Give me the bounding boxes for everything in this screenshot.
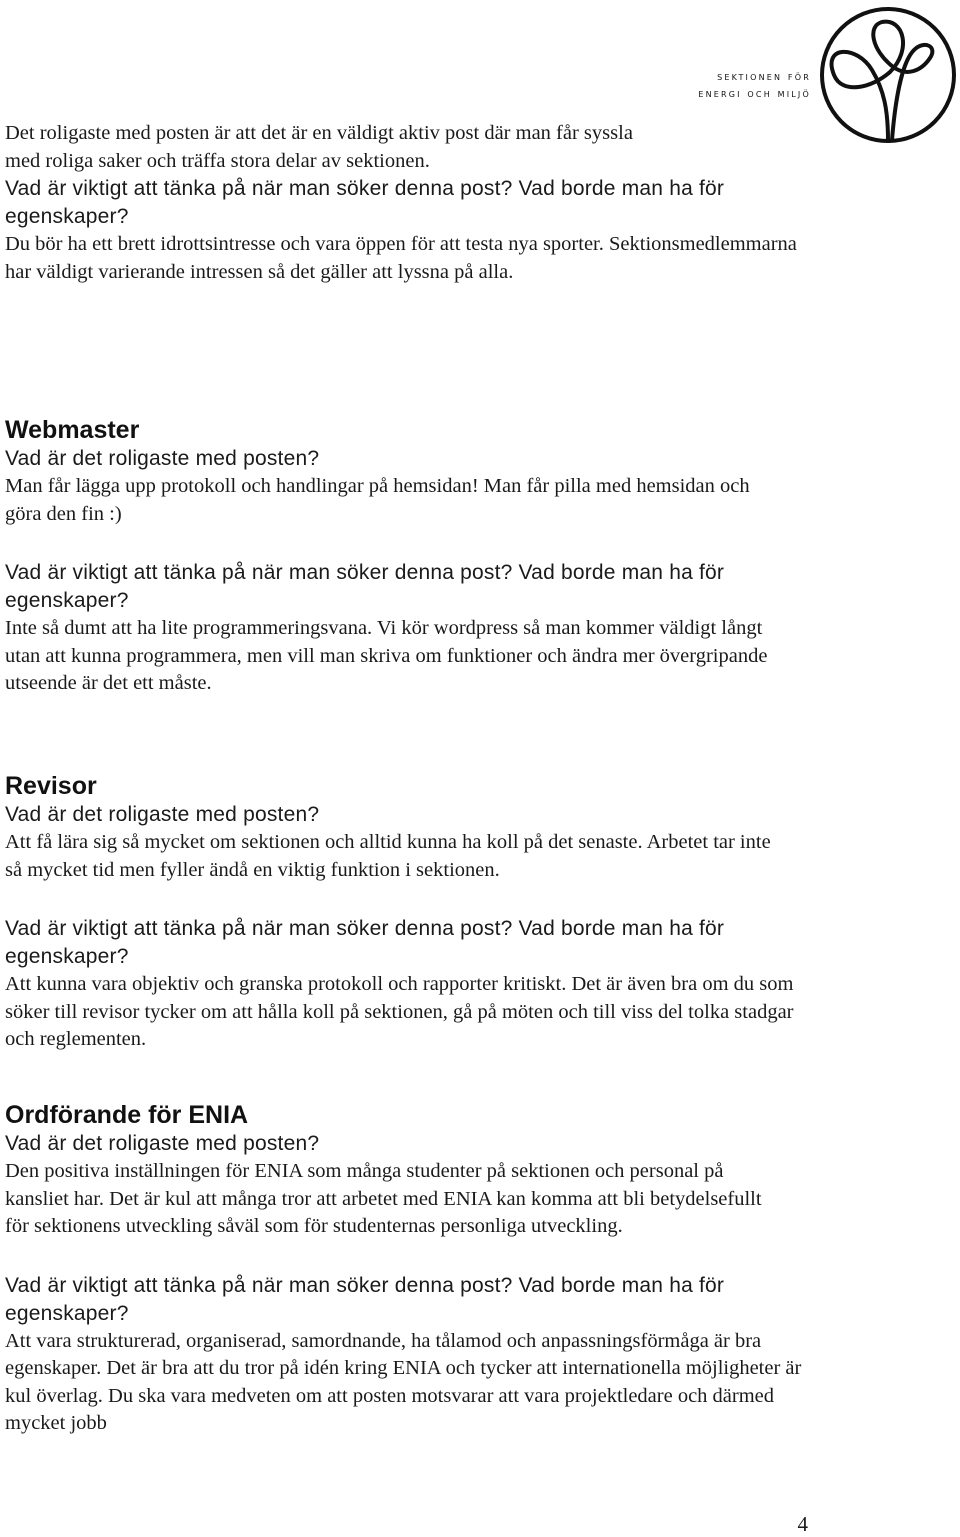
section-webmaster	[5, 415, 825, 698]
section-revisor	[5, 771, 825, 1054]
intro-question-2: Vad är viktigt att tänka på när man söker denna post? Vad borde man ha för egenskaper?	[5, 177, 725, 228]
section-heading: Revisor	[5, 772, 97, 800]
answer-2: Att vara strukturerad, organiserad, samordnande, ha tålamod och anpassningsförmåga är bra egenskaper. Det är bra att du tror på idén kring ENIA och tycker att internationella möjligheter är kul överlag. Du ska vara medveten om att posten motsvarar att vara projektledare och därmed mycket jobb	[5, 1329, 802, 1434]
intro-section	[5, 120, 825, 286]
intro-answer-2: Du bör ha ett brett idrottsintresse och vara öppen för att testa nya sporter. Sektionsmedlemmarna har väldigt varierande intressen så det gäller att lyssna på alla.	[5, 233, 797, 283]
question-2: Vad är viktigt att tänka på när man söker denna post? Vad borde man ha för egenskaper?	[5, 561, 725, 612]
question-1: Vad är det roligaste med posten?	[5, 803, 320, 826]
page-number: 4	[797, 1512, 808, 1536]
logo-text	[671, 68, 811, 102]
section-heading: Ordförande för ENIA	[5, 1101, 249, 1129]
question-1: Vad är det roligaste med posten?	[5, 447, 320, 470]
question-2: Vad är viktigt att tänka på när man söker denna post? Vad borde man ha för egenskaper?	[5, 1273, 725, 1325]
answer-1: Den positiva inställningen för ENIA som många studenter på sektionen och personal på kansliet har. Det är kul att många tror att arbetet med ENIA kan komma att bli betydelsefullt för sektionens utveckling såväl som för studenternas personliga utveckling.	[5, 1160, 762, 1237]
answer-2: Inte så dumt att ha lite programmeringsvana. Vi kör wordpress så man kommer väldigt långt utan att kunna programmera, men vill man skriva om funktioner och ändra mer övergripande utseende är det ett måste.	[5, 617, 768, 694]
question-1: Vad är det roligaste med posten?	[5, 1132, 320, 1155]
answer-2: Att kunna vara objektiv och granska protokoll och rapporter kritiskt. Det är även bra om du som söker till revisor tycker om att hålla koll på sektionen, gå på möten och till viss del tolka stadgar och reglementen.	[5, 973, 794, 1050]
leaf-heart-logo-icon	[812, 0, 960, 150]
answer-1: Att få lära sig så mycket om sektionen och alltid kunna ha koll på det senaste. Arbetet tar inte så mycket tid men fyller ändå en viktig funktion i sektionen.	[5, 831, 771, 881]
logo-line-2: energi och miljö	[698, 87, 811, 100]
logo-line-1: sektionen för	[717, 70, 811, 83]
section-heading: Webmaster	[5, 416, 140, 444]
intro-answer-1: Det roligaste med posten är att det är en väldigt aktiv post där man får syssla med roliga saker och träffa stora delar av sektionen.	[5, 122, 633, 172]
answer-1: Man får lägga upp protokoll och handlingar på hemsidan! Man får pilla med hemsidan och göra den fin :)	[5, 475, 750, 525]
question-2: Vad är viktigt att tänka på när man söker denna post? Vad borde man ha för egenskaper?	[5, 917, 725, 968]
section-ordforande-enia	[5, 1100, 825, 1438]
